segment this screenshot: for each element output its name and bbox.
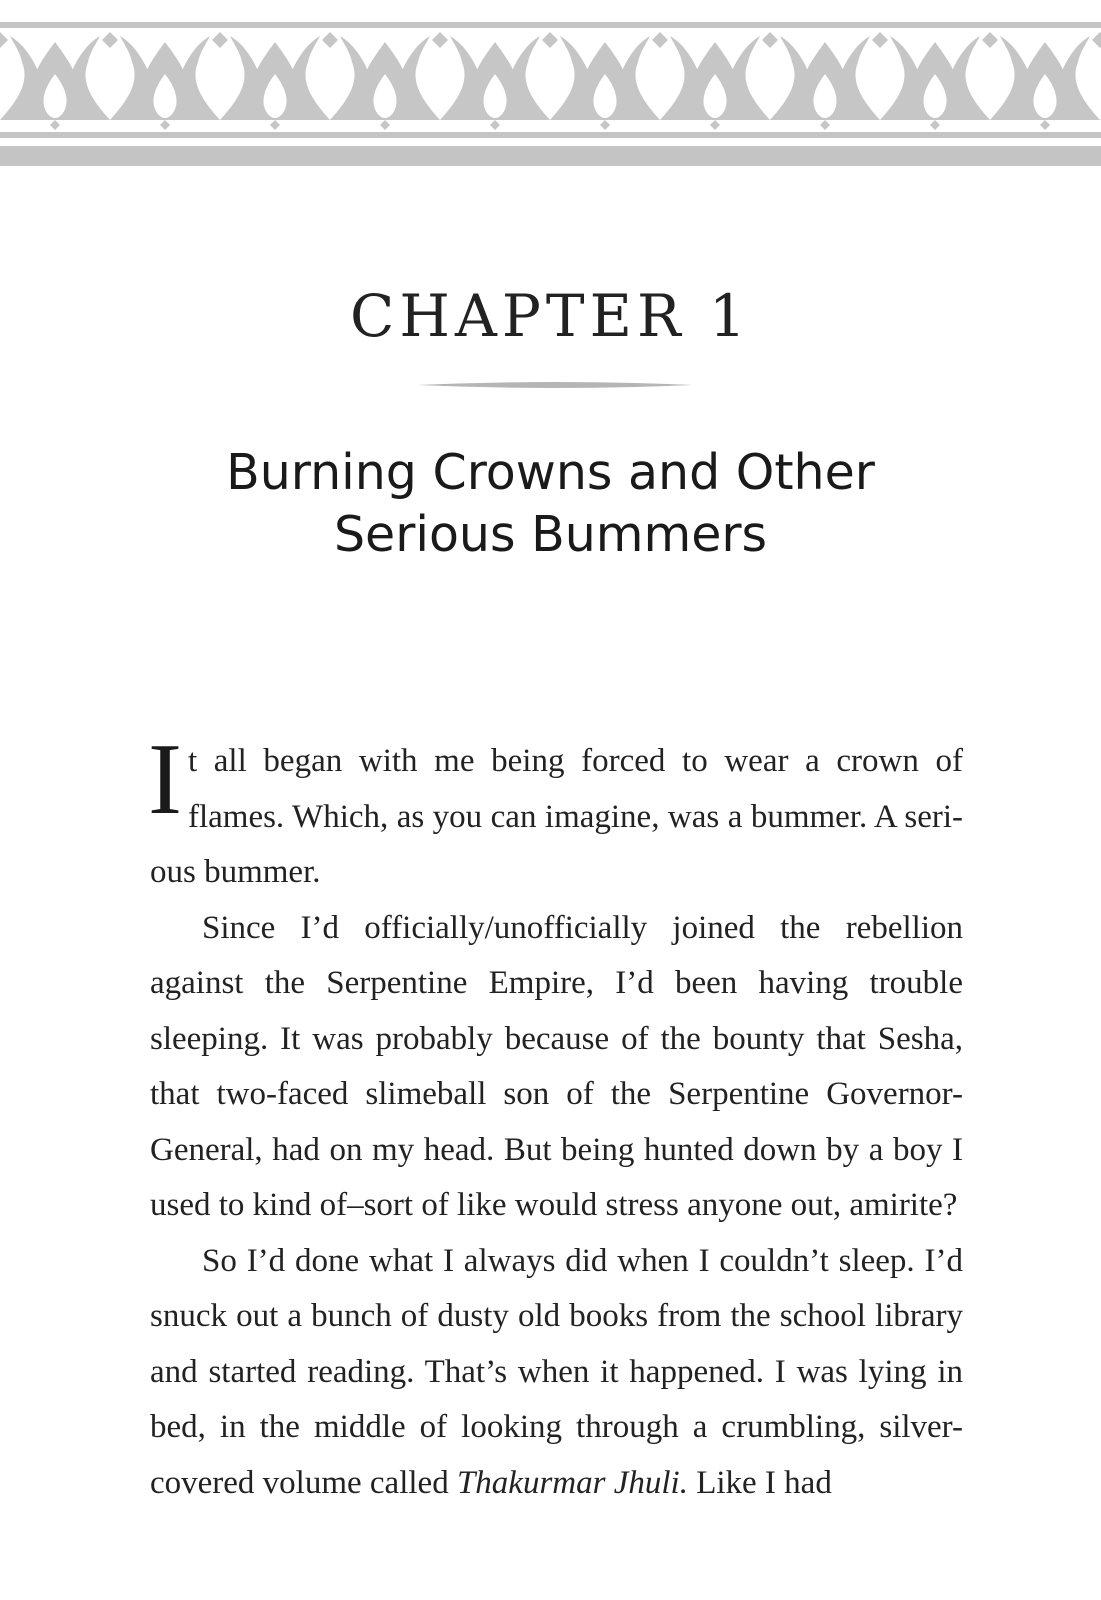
title-divider	[417, 381, 693, 389]
flame-border-icon	[0, 22, 1101, 172]
chapter-title-line-1: Burning Crowns and Other	[226, 444, 875, 501]
paragraph-2: Since I’d officially/unofficially joined the rebellion against the Serpentine Empire, I’d been having trouble sleeping. It was probably because of the bounty that Sesha, that two-faced slimeball son of the Serpentine Governor-General, had on my head. But being hunted down by a boy I used to kind of–sort of like would stress anyone out, amirite?	[150, 909, 963, 1223]
chapter-body	[148, 723, 963, 1511]
paragraph-1-text: t all began with me being forced to wear a crown of flames. Which, as you can imagine, was a bummer. A serious bummer.	[150, 743, 963, 890]
drop-cap: I	[148, 723, 182, 836]
paragraph-3	[150, 1234, 963, 1512]
paragraph-3-text: So I’d done what I always did when I couldn’t sleep. I’d snuck out a bunch of dusty old books from the school library and started reading. That’s when it happened. I was lying in bed, in the middle of looking through a crumbling, silver-covered volume called	[150, 1242, 963, 1501]
paragraph-3-text-end: Like I had	[687, 1464, 832, 1501]
book-title: Thakurmar Jhuli.	[456, 1464, 688, 1501]
chapter-label: CHAPTER 1	[350, 282, 751, 350]
chapter-title-line-2: Serious Bummers	[333, 506, 768, 563]
paragraph-1	[148, 723, 963, 901]
chapter-title	[150, 442, 951, 566]
